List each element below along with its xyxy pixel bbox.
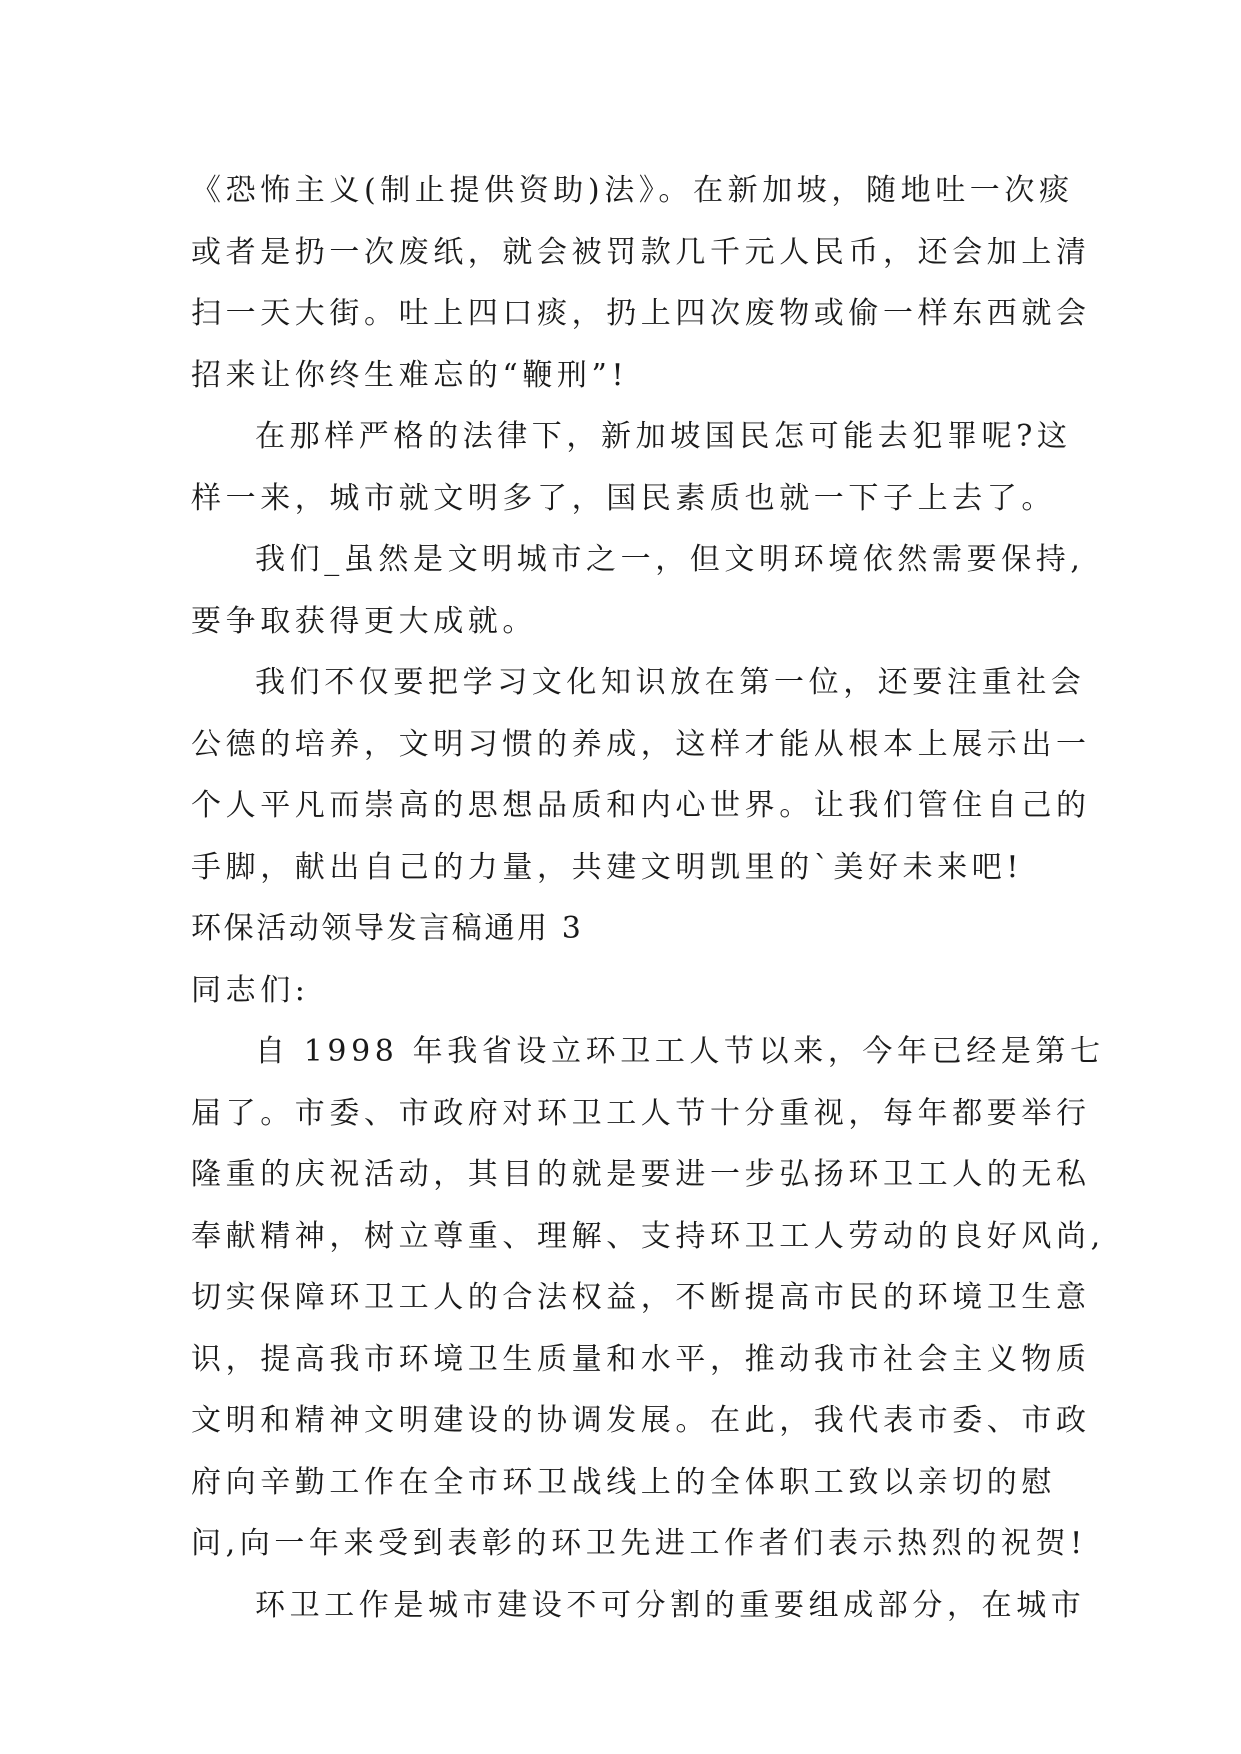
text-line: 要争取获得更大成就。 [191,603,537,639]
text-line: 届了。市委、市政府对环卫工人节十分重视，每年都要举行 [191,1095,1091,1131]
paragraph-first-line: 我们不仅要把学习文化知识放在第一位，还要注重社会 [255,665,1086,700]
text-line: 问,向一年来受到表彰的环卫先进工作者们表示热烈的祝贺! [191,1526,1087,1561]
paragraph-first-line: 环卫工作是城市建设不可分割的重要组成部分，在城市 [255,1587,1086,1623]
text-line: 切实保障环卫工人的合法权益，不断提高市民的环境卫生意 [191,1280,1091,1315]
text-line: 文明和精神文明建设的协调发展。在此，我代表市委、市政 [191,1403,1091,1438]
text-line: 隆重的庆祝活动，其目的就是要进一步弘扬环卫工人的无私 [191,1157,1091,1192]
text-line: 同志们: [191,972,310,1008]
paragraph-first-line: 自 1998 年我省设立环卫工人节以来，今年已经是第七 [255,1034,1105,1069]
text-line: 手脚，献出自己的力量，共建文明凯里的`美好未来吧! [191,849,1024,885]
text-line: 扫一天大街。吐上四口痰，扔上四次废物或偷一样东西就会 [191,296,1091,331]
paragraph-first-line: 我们_虽然是文明城市之一，但文明环境依然需要保持, [255,542,1085,577]
text-line: 个人平凡而崇高的思想品质和内心世界。让我们管住自己的 [191,788,1091,823]
text-line: 招来让你终生难忘的“鞭刑”! [191,357,629,393]
text-line: 府向辛勤工作在全市环卫战线上的全体职工致以亲切的慰 [191,1464,1056,1500]
paragraph-first-line: 在那样严格的法律下，新加坡国民怎可能去犯罪呢?这 [255,419,1072,454]
text-line: 或者是扔一次废纸，就会被罚款几千元人民币，还会加上清 [191,234,1091,270]
text-line: 公德的培养，文明习惯的养成，这样才能从根本上展示出一 [191,726,1091,762]
text-line: 识，提高我市环境卫生质量和水平，推动我市社会主义物质 [191,1341,1091,1377]
document-body [191,160,1105,1636]
text-line: 环保活动领导发言稿通用 3 [191,911,584,946]
text-line: 《恐怖主义(制止提供资助)法》。在新加坡，随地吐一次痰 [191,173,1074,208]
text-line: 奉献精神，树立尊重、理解、支持环卫工人劳动的良好风尚, [191,1218,1105,1254]
text-line: 样一来，城市就文明多了，国民素质也就一下子上去了。 [191,480,1056,516]
